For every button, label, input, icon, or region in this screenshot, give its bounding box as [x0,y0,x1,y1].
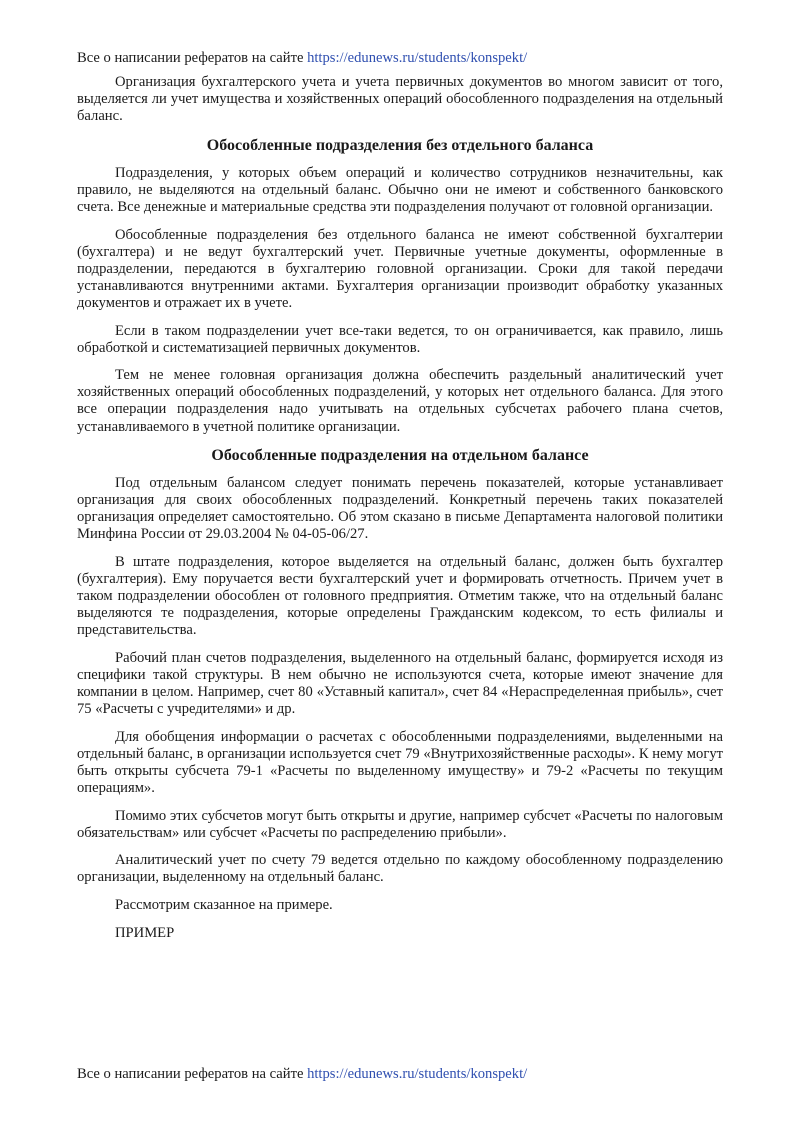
paragraph: Под отдельным балансом следует понимать перечень показателей, которые устанавливает организация для своих обособленных подразделений. Конкретный перечень таких показателей организация определяет самостоятельно. Об этом сказано в письме Департамента налоговой политики Минфина России от 29.03.2004 № 04-05-06/27. [77,475,723,543]
closing-line: Рассмотрим сказанное на примере. [115,897,333,914]
paragraph: В штате подразделения, которое выделяется на отдельный баланс, должен быть бухгалтер (бухгалтерия). Ему поручается вести бухгалтерский учет и формировать отчетность. Причем учет в таком подразделении обособлен от головного предприятия. Отметим также, что на отдельный баланс выделяются те подразделения, которые определены Гражданским кодексом, то есть филиалы и представительства. [77,553,723,639]
section-heading-without-balance: Обособленные подразделения без отдельного баланса [206,136,594,154]
section-heading-separate-balance: Обособленные подразделения на отдельном балансе [211,447,589,465]
footer-text: Все о написании рефератов на сайте [77,1066,308,1082]
page-header [77,48,527,68]
paragraph: Помимо этих субсчетов могут быть открыты и другие, например субсчет «Расчеты по налоговым обязательствам» или субсчет «Расчеты по распределению прибыли». [77,807,723,841]
paragraph: Подразделения, у которых объем операций и количество сотрудников незначительны, как правило, не выделяются на отдельный баланс. Обычно они не имеют и собственного банковского счета. Все денежные и материальные средства эти подразделения получают от головной организации. [77,164,723,215]
paragraph: Аналитический учет по счету 79 ведется отдельно по каждому обособленному подразделению организации, выделенному на отдельный баланс. [77,852,723,886]
example-label: ПРИМЕР [115,924,175,941]
footer-link[interactable]: https://edunews.ru/students/konspekt/ [307,1066,528,1082]
paragraph: Обособленные подразделения без отдельного баланса не имеют собственной бухгалтерии (бухгалтера) и не ведут бухгалтерский учет. Первичные учетные документы, оформленные в подразделении, передаются в бухгалтерию головной организации. Сроки для такой передачи устанавливаются внутренними актами. Бухгалтерия организации производит обработку указанных документов и отражает их в учете. [77,226,723,311]
paragraph: Для обобщения информации о расчетах с обособленными подразделениями, выделенными на отдельный баланс, в организации используется счет 79 «Внутрихозяйственные расходы». К нему могут быть открыты субсчета 79-1 «Расчеты по выделенному имуществу» и 79-2 «Расчеты по текущим операциям». [77,728,723,797]
header-link[interactable]: https://edunews.ru/students/konspekt/ [307,50,528,66]
page-footer [77,1064,527,1084]
document-body [77,74,723,952]
header-text: Все о написании рефератов на сайте [77,50,308,66]
paragraph: Если в таком подразделении учет все-таки ведется, то он ограничивается, как правило, лишь обработкой и систематизацией первичных документов. [77,322,723,356]
paragraph: Тем не менее головная организация должна обеспечить раздельный аналитический учет хозяйственных операций обособленных подразделений, у которых нет отдельного баланса. Для этого все операции подразделения надо учитывать на отдельных субсчетах рабочего плана счетов, устанавливаемого в учетной политике организации. [77,367,723,435]
intro-paragraph: Организация бухгалтерского учета и учета первичных документов во многом зависит от того, выделяется ли учет имущества и хозяйственных операций обособленного подразделения на отдельный баланс. [77,74,723,125]
paragraph: Рабочий план счетов подразделения, выделенного на отдельный баланс, формируется исходя из специфики такой структуры. В нем обычно не используются счета, которые имеют значение для компании в целом. Например, счет 80 «Уставный капитал», счет 84 «Нераспределенная прибыль», счет 75 «Расчеты с учредителями» и др. [77,649,723,718]
